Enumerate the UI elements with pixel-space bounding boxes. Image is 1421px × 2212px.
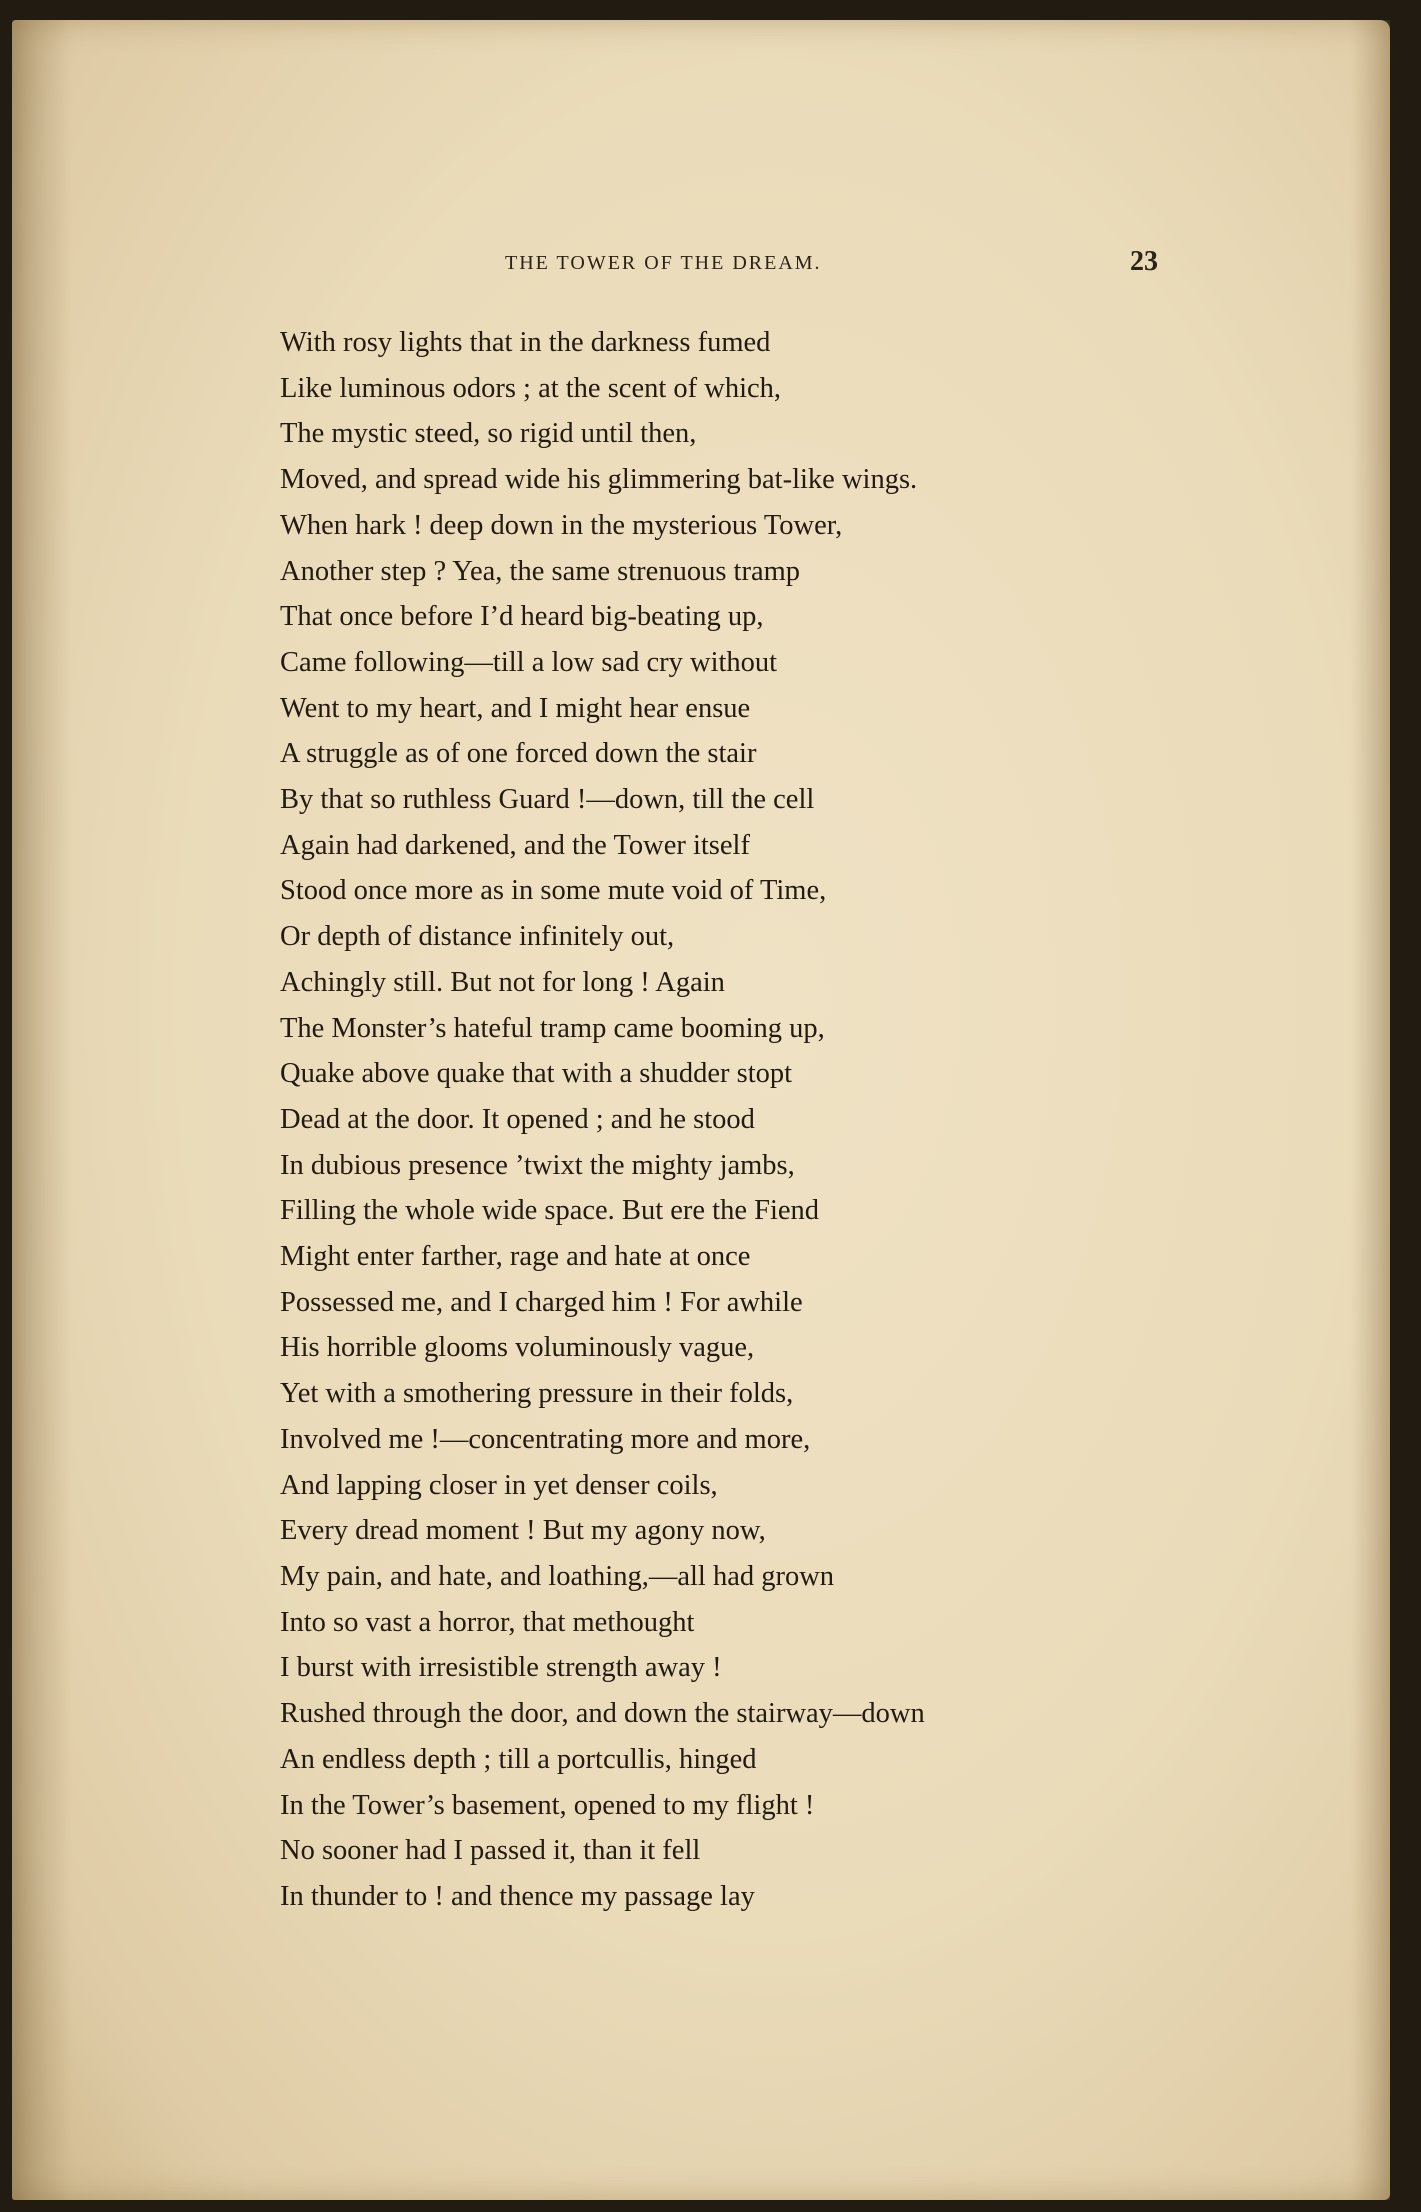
poem-line: Went to my heart, and I might hear ensue	[280, 692, 751, 724]
poem-line: In thunder to ! and thence my passage lay	[280, 1880, 755, 1912]
poem-line: Dead at the door. It opened ; and he stood	[280, 1103, 755, 1135]
poem-line: Might enter farther, rage and hate at once	[280, 1241, 751, 1273]
poem-line: The Monster’s hateful tramp came booming up,	[280, 1012, 825, 1044]
poem-line: Yet with a smothering pressure in their folds,	[280, 1378, 794, 1410]
paper-page	[12, 20, 1390, 2200]
poem-line: In dubious presence ’twixt the mighty jambs,	[280, 1149, 795, 1181]
poem-line: I burst with irresistible strength away !	[280, 1652, 722, 1684]
poem-line: Another step ? Yea, the same strenuous tramp	[280, 555, 801, 587]
poem-line: Into so vast a horror, that methought	[280, 1606, 695, 1638]
poem-line: Possessed me, and I charged him ! For awhile	[280, 1286, 803, 1318]
poem-body	[280, 320, 925, 1920]
poem-line: Moved, and spread wide his glimmering bat-like wings.	[280, 464, 918, 496]
poem-line: Involved me !—concentrating more and more,	[280, 1423, 811, 1455]
poem-line: Filling the whole wide space. But ere the Fiend	[280, 1195, 820, 1227]
poem-line: In the Tower’s basement, opened to my flight !	[280, 1789, 815, 1821]
poem-line: Came following—till a low sad cry without	[280, 646, 778, 678]
poem-line: Rushed through the door, and down the stairway—down	[280, 1698, 925, 1730]
poem-line: My pain, and hate, and loathing,—all had grown	[280, 1560, 835, 1592]
poem-line: With rosy lights that in the darkness fumed	[280, 327, 771, 358]
page-number: 23	[1130, 246, 1158, 277]
poem-line: Every dread moment ! But my agony now,	[280, 1515, 766, 1547]
poem-line: An endless depth ; till a portcullis, hinged	[280, 1743, 757, 1775]
poem-line: By that so ruthless Guard !—down, till the cell	[280, 784, 815, 816]
poem-line: Again had darkened, and the Tower itself	[280, 829, 750, 861]
poem-line: The mystic steed, so rigid until then,	[280, 418, 697, 450]
poem-line: When hark ! deep down in the mysterious Tower,	[280, 509, 843, 541]
poem-line: Quake above quake that with a shudder stopt	[280, 1058, 793, 1090]
poem-line: A struggle as of one forced down the stair	[280, 738, 757, 770]
poem-line: Or depth of distance infinitely out,	[280, 921, 675, 953]
poem-line: And lapping closer in yet denser coils,	[280, 1469, 718, 1501]
running-title: THE TOWER OF THE DREAM.	[505, 252, 822, 274]
poem-line: No sooner had I passed it, than it fell	[280, 1835, 701, 1867]
poem-line: Like luminous odors ; at the scent of which,	[280, 372, 782, 404]
poem-line: Stood once more as in some mute void of Time,	[280, 875, 827, 907]
poem-line: His horrible glooms voluminously vague,	[280, 1332, 755, 1364]
poem-line: Achingly still. But not for long ! Again	[280, 966, 725, 998]
poem-line: That once before I’d heard big-beating up,	[280, 601, 764, 633]
